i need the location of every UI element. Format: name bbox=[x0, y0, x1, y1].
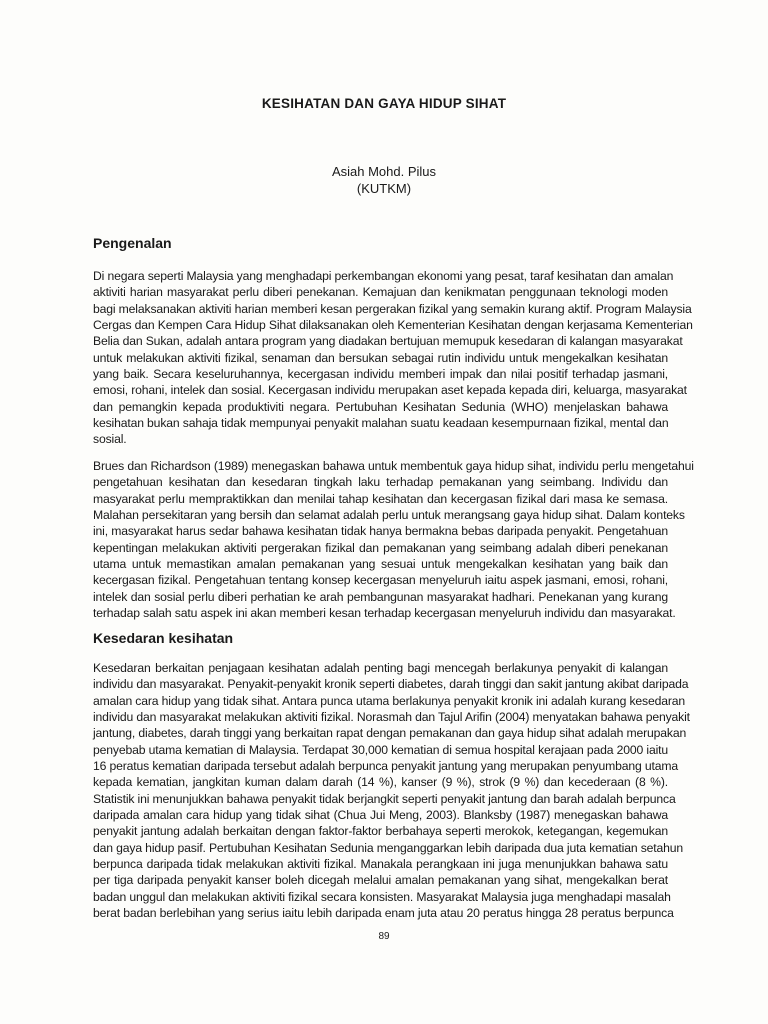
pengenalan-p2-line: utama untuk memastikan amalan pemakanan yang sesuai untuk mengekalkan kesihatan yang baik dan bbox=[93, 557, 668, 572]
kesedaran-p1-line: individu dan masyarakat melakukan aktiviti fizikal. Norasmah dan Tajul Arifin (2004) menyatakan bahawa penyakit bbox=[93, 710, 690, 725]
pengenalan-p2-line: pengetahuan kesihatan dan kesedaran tingkah laku terhadap pemakanan yang seimbang. Individu dan bbox=[93, 475, 668, 490]
kesedaran-p1-line: individu dan masyarakat. Penyakit-penyakit kronik seperti diabetes, darah tinggi dan sakit jantung akibat daripada bbox=[93, 677, 689, 692]
kesedaran-p1-line: jantung, diabetes, darah tinggi yang berkaitan rapat dengan pemakanan dan gaya hidup sihat adalah merupakan bbox=[93, 726, 687, 741]
pengenalan-p1-line: kesihatan bukan sahaja tidak mempunyai penyakit malahan suatu keadaan kesempurnaan fizikal, mental dan bbox=[93, 416, 669, 431]
kesedaran-p1-line: 16 peratus kematian daripada tersebut adalah berpunca penyakit jantung yang merupakan penyumbang utama bbox=[93, 759, 679, 774]
pengenalan-p1-line: Cergas dan Kempen Cara Hidup Sihat dilaksanakan oleh Kementerian Kesihatan dengan kerjasama Kementerian bbox=[93, 318, 693, 333]
section-heading-pengenalan: Pengenalan bbox=[93, 235, 172, 251]
kesedaran-p1-line: Kesedaran berkaitan penjagaan kesihatan adalah penting bagi mencegah berlakunya penyakit di kalangan bbox=[93, 661, 668, 675]
pengenalan-p2-line: kecergasan fizikal. Pengetahuan tentang konsep kecergasan menyeluruh iaitu aspek jasmani, emosi, rohani, bbox=[93, 573, 668, 588]
pengenalan-p2-line: kepentingan melakukan aktiviti pergerakan fizikal dan pemakanan yang seimbang adalah diberi penekanan bbox=[93, 540, 668, 555]
section-heading-kesedaran: Kesedaran kesihatan bbox=[93, 630, 234, 646]
pengenalan-p2-line: intelek dan sosial perlu diberi perhatian ke arah pembangunan masyarakat hadhari. Penekanan yang kurang bbox=[93, 589, 668, 604]
paragraph-kesedaran-1 bbox=[93, 660, 690, 922]
kesedaran-p1-line: Statistik ini menunjukkan bahawa penyakit tidak berjangkit seperti penyakit jantung dan barah adalah berpunca bbox=[93, 791, 676, 806]
pengenalan-p2-line: Malahan persekitaran yang bersih dan selamat adalah perlu untuk merangsang gaya hidup sihat. Dalam konteks bbox=[93, 508, 685, 523]
pengenalan-p2-line: masyarakat perlu mempraktikkan dan menilai tahap kesihatan dan kecergasan fizikal dari masa ke semasa. bbox=[93, 491, 668, 506]
kesedaran-p1-line: amalan cara hidup yang tidak sihat. Antara punca utama berlakunya penyakit kronik ini adalah kurang kesedaran bbox=[93, 693, 686, 708]
kesedaran-p1-line: kepada kematian, jangkitan kuman dalam darah (14 %), kanser (9 %), strok (9 %) dan kecederaan (8 %). bbox=[93, 775, 668, 790]
pengenalan-p1-line: untuk melakukan aktiviti fizikal, senaman dan bersukan sebagai rutin individu untuk mengekalkan kesihatan bbox=[93, 350, 668, 365]
pengenalan-p1-line: Belia dan Sukan, adalah antara program yang diadakan bertujuan memupuk kesedaran di kalangan masyarakat bbox=[93, 334, 683, 349]
pengenalan-p2-line: Brues dan Richardson (1989) menegaskan bahawa untuk membentuk gaya hidup sihat, individu perlu mengetahui bbox=[93, 459, 694, 473]
kesedaran-p1-line: daripada amalan cara hidup yang tidak sihat (Chua Jui Meng, 2003). Blanksby (1987) menegaskan bahawa bbox=[93, 808, 668, 823]
kesedaran-p1-line: berpunca daripada tidak melakukan aktiviti fizikal. Manakala perangkaan ini juga menunjukkan bahawa satu bbox=[93, 857, 668, 872]
pengenalan-p1-line: sosial. bbox=[93, 432, 127, 447]
pengenalan-p1-line: yang baik. Secara keseluruhannya, kecergasan individu memberi impak dan nilai positif terhadap jasmani, bbox=[93, 367, 668, 382]
author-name: Asiah Mohd. Pilus bbox=[331, 164, 437, 179]
kesedaran-p1-line: berat badan berlebihan yang serius iaitu lebih daripada enam juta atau 20 peratus hingga 28 peratus berpunca bbox=[93, 906, 674, 921]
kesedaran-p1-line: badan unggul dan melakukan aktiviti fizikal secara konsisten. Masyarakat Malaysia juga menghadapi masalah bbox=[93, 889, 671, 904]
paragraph-pengenalan-2 bbox=[93, 458, 694, 621]
pengenalan-p2-line: terhadap salah satu aspek ini akan memberi kesan terhadap kecergasan menyeluruh individu dan masyarakat. bbox=[93, 606, 676, 621]
kesedaran-p1-line: penyebab utama kematian di Malaysia. Terdapat 30,000 kematian di semua hospital kerajaan pada 2000 iaitu bbox=[93, 742, 668, 757]
pengenalan-p1-line: Di negara seperti Malaysia yang menghadapi perkembangan ekonomi yang pesat, taraf kesihatan dan amalan bbox=[93, 269, 674, 283]
pengenalan-p1-line: bagi melaksanakan aktiviti harian memberi kesan pergerakan fizikal yang semakin kurang aktif. Program Malaysia bbox=[93, 301, 692, 316]
kesedaran-p1-line: per tiga daripada penyakit kanser boleh dicegah melalui amalan pemakanan yang sihat, mengekalkan berat bbox=[93, 873, 668, 888]
author-block bbox=[0, 163, 768, 197]
document-title: KESIHATAN DAN GAYA HIDUP SIHAT bbox=[261, 96, 507, 111]
kesedaran-p1-line: penyakit jantung adalah berkaitan dengan faktor-faktor berbahaya seperti merokok, ketegangan, kegemukan bbox=[93, 824, 668, 839]
pengenalan-p1-line: aktiviti harian masyarakat perlu diberi penekanan. Kemajuan dan kenikmatan penggunaan teknologi moden bbox=[93, 285, 668, 300]
author-affiliation: (KUTKM) bbox=[356, 181, 412, 196]
pengenalan-p1-line: dan pemangkin kepada produktiviti negara. Pertubuhan Kesihatan Sedunia (WHO) menjelaskan bahawa bbox=[93, 399, 668, 414]
paragraph-pengenalan-1 bbox=[93, 268, 693, 448]
kesedaran-p1-line: dan gaya hidup pasif. Pertubuhan Kesihatan Sedunia menganggarkan lebih daripada dua juta kematian setahun bbox=[93, 840, 684, 855]
page-number: 89 bbox=[378, 931, 390, 942]
pengenalan-p2-line: ini, masyarakat harus sedar bahawa kesihatan tidak hanya bermakna bebas daripada penyakit. Pengetahuan bbox=[93, 524, 668, 539]
pengenalan-p1-line: emosi, rohani, intelek dan sosial. Kecergasan individu merupakan aset kepada kepada diri, keluarga, masyarakat bbox=[93, 383, 687, 398]
